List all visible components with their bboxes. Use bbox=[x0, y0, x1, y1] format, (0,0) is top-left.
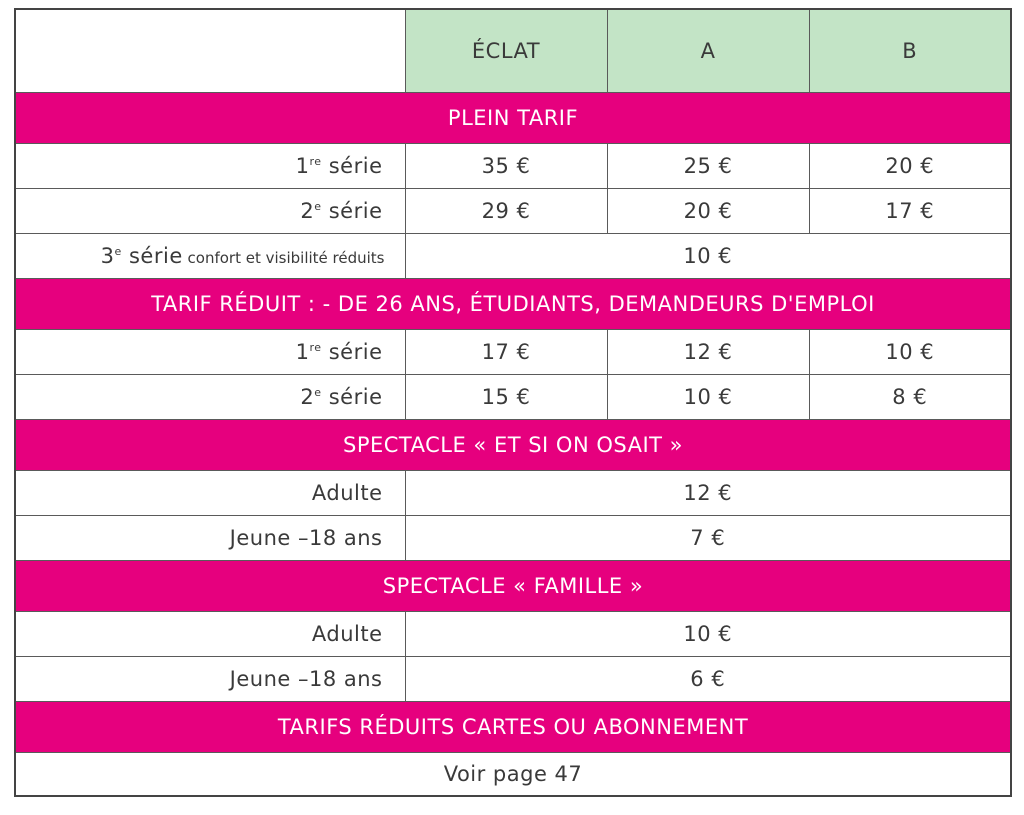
table-row bbox=[15, 234, 1011, 279]
section-title-et-si-on-osait: SPECTACLE « ET SI ON OSAIT » bbox=[15, 420, 1011, 471]
row-label: Adulte bbox=[15, 612, 405, 657]
row-label-text: série bbox=[321, 199, 383, 223]
price-cell: 7 € bbox=[405, 516, 1011, 561]
table-row bbox=[15, 657, 1011, 702]
section-header bbox=[15, 93, 1011, 144]
row-label-num: 1 bbox=[295, 340, 310, 364]
price-cell: 8 € bbox=[809, 375, 1011, 420]
footer-note: Voir page 47 bbox=[15, 753, 1011, 797]
row-label-sup: e bbox=[314, 200, 322, 213]
row-label bbox=[15, 189, 405, 234]
row-label bbox=[15, 330, 405, 375]
price-cell: 29 € bbox=[405, 189, 607, 234]
header-corner bbox=[15, 9, 405, 93]
row-label bbox=[15, 375, 405, 420]
price-cell: 15 € bbox=[405, 375, 607, 420]
row-label-note: confort et visibilité réduits bbox=[182, 249, 385, 267]
section-header bbox=[15, 279, 1011, 330]
price-cell: 12 € bbox=[607, 330, 809, 375]
pricing-table bbox=[14, 8, 1012, 797]
row-label-sup: re bbox=[309, 155, 322, 168]
table-row bbox=[15, 375, 1011, 420]
section-header bbox=[15, 702, 1011, 753]
row-label-text: série bbox=[321, 340, 383, 364]
row-label-text: série bbox=[321, 385, 383, 409]
price-cell: 6 € bbox=[405, 657, 1011, 702]
price-cell: 12 € bbox=[405, 471, 1011, 516]
row-label-num: 2 bbox=[300, 199, 315, 223]
column-header-b: B bbox=[809, 9, 1011, 93]
price-cell: 10 € bbox=[405, 612, 1011, 657]
row-label: Adulte bbox=[15, 471, 405, 516]
price-cell: 20 € bbox=[809, 144, 1011, 189]
price-cell: 25 € bbox=[607, 144, 809, 189]
section-header bbox=[15, 420, 1011, 471]
section-title-plein-tarif: PLEIN TARIF bbox=[15, 93, 1011, 144]
header-row bbox=[15, 9, 1011, 93]
row-label-num: 2 bbox=[300, 385, 315, 409]
row-label-num: 1 bbox=[295, 154, 310, 178]
column-header-a: A bbox=[607, 9, 809, 93]
row-label bbox=[15, 144, 405, 189]
section-title-cartes: TARIFS RÉDUITS CARTES OU ABONNEMENT bbox=[15, 702, 1011, 753]
row-label-text: série bbox=[321, 154, 383, 178]
price-cell: 10 € bbox=[809, 330, 1011, 375]
price-cell: 17 € bbox=[809, 189, 1011, 234]
table-row bbox=[15, 471, 1011, 516]
column-header-eclat: ÉCLAT bbox=[405, 9, 607, 93]
section-title-tarif-reduit: TARIF RÉDUIT : - DE 26 ANS, ÉTUDIANTS, DEMANDEURS D'EMPLOI bbox=[15, 279, 1011, 330]
table-row bbox=[15, 189, 1011, 234]
table-row bbox=[15, 144, 1011, 189]
table-row bbox=[15, 330, 1011, 375]
section-title-famille: SPECTACLE « FAMILLE » bbox=[15, 561, 1011, 612]
footer-row bbox=[15, 753, 1011, 797]
row-label: Jeune –18 ans bbox=[15, 516, 405, 561]
row-label-num: 3 bbox=[100, 244, 115, 268]
price-cell: 35 € bbox=[405, 144, 607, 189]
row-label bbox=[15, 234, 405, 279]
row-label: Jeune –18 ans bbox=[15, 657, 405, 702]
table-row bbox=[15, 516, 1011, 561]
section-header bbox=[15, 561, 1011, 612]
row-label-sup: re bbox=[309, 341, 322, 354]
price-cell: 10 € bbox=[405, 234, 1011, 279]
row-label-sup: e bbox=[314, 386, 322, 399]
row-label-sup: e bbox=[114, 245, 122, 258]
price-cell: 20 € bbox=[607, 189, 809, 234]
price-cell: 10 € bbox=[607, 375, 809, 420]
table-row bbox=[15, 612, 1011, 657]
price-cell: 17 € bbox=[405, 330, 607, 375]
row-label-text: série bbox=[121, 244, 183, 268]
